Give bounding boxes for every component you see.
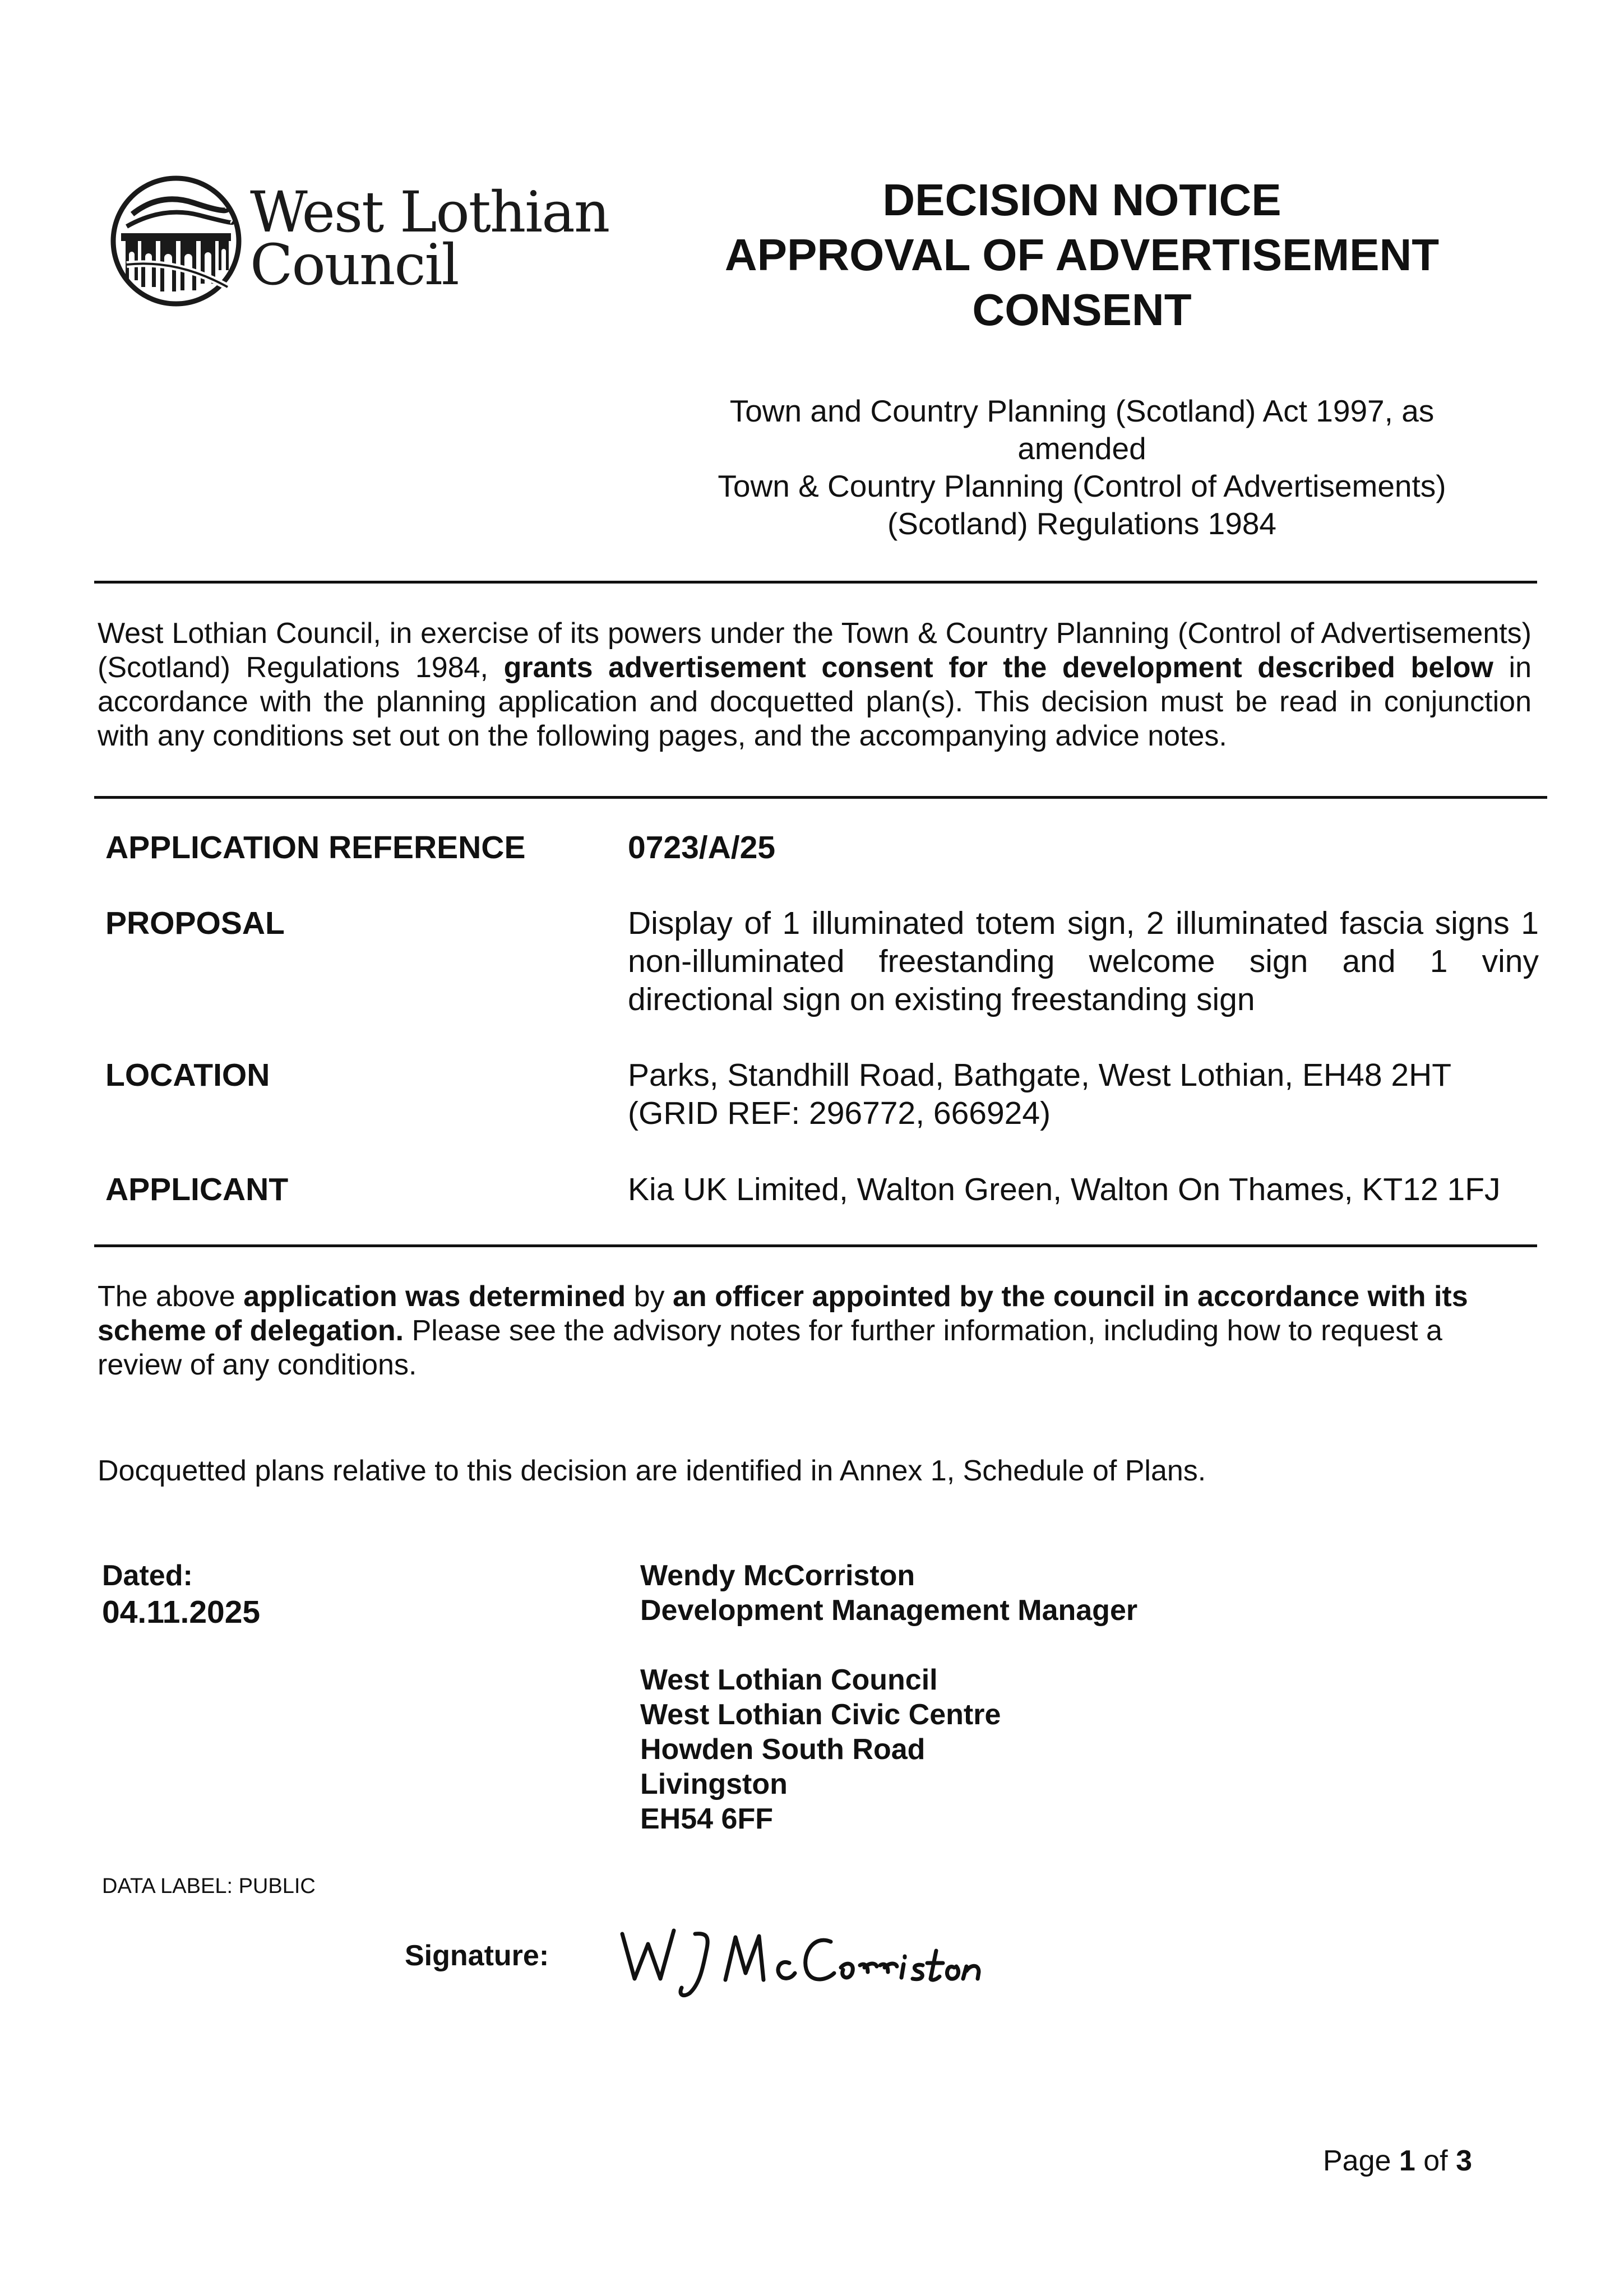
docquetted-plans-note: Docquetted plans relative to this decision are identified in Annex 1, Schedule of Plans. (98, 1455, 1206, 1487)
council-logo (110, 175, 609, 309)
acts-line-4: (Scotland) Regulations 1984 (887, 506, 1277, 541)
applicant-label: APPLICANT (105, 1172, 289, 1207)
determination-text-2: by (626, 1280, 673, 1313)
location-address: Parks, Standhill Road, Bathgate, West Lothian, EH48 2HT (628, 1057, 1452, 1093)
address-line-3: Howden South Road (640, 1733, 926, 1766)
signatory-block (640, 1558, 1137, 1628)
signatory-name: Wendy McCorriston (640, 1559, 915, 1592)
determination-bold-2: an officer appointed by the council in accordance with its scheme of delegation. (98, 1280, 1468, 1347)
determination-paragraph (98, 1280, 1532, 1382)
council-address (640, 1663, 1001, 1836)
application-reference-value: 0723/A/25 (628, 830, 776, 865)
proposal-label: PROPOSAL (105, 905, 285, 941)
dated-value: 04.11.2025 (102, 1594, 261, 1630)
intro-paragraph (98, 617, 1532, 753)
determination-text-3: Please see the advisory notes for further information, including how to request a review of any conditions. (98, 1314, 1442, 1381)
page-total: 3 (1456, 2145, 1472, 2177)
signature-label: Signature: (405, 1939, 549, 1972)
data-classification-label: DATA LABEL: PUBLIC (102, 1874, 316, 1898)
location-label: LOCATION (105, 1057, 270, 1093)
dated-label: Dated: (102, 1559, 193, 1592)
page-prefix: Page (1323, 2145, 1399, 2177)
divider-details-top (94, 796, 1547, 799)
application-reference-label: APPLICATION REFERENCE (105, 830, 526, 865)
intro-text-1: West Lothian Council, in exercise of its powers under the Town & Country Planning (Control of Advertisements) (Scotland) Regulations 1984, (98, 617, 1532, 684)
logo-text-line1: West Lothian (250, 179, 609, 245)
address-line-2: West Lothian Civic Centre (640, 1698, 1001, 1731)
page-current: 1 (1399, 2145, 1415, 2177)
page-of: of (1415, 2145, 1456, 2177)
acts-line-1: Town and Country Planning (Scotland) Act 1997, as (729, 394, 1435, 428)
title-line-1: DECISION NOTICE (882, 175, 1281, 225)
page-number (1323, 2144, 1472, 2178)
title-line-3: CONSENT (972, 285, 1192, 335)
location-grid-ref: (GRID REF: 296772, 666924) (628, 1095, 1051, 1131)
document-title (661, 173, 1502, 337)
divider-top (94, 581, 1537, 584)
determination-bold-1: application was determined (243, 1280, 626, 1313)
divider-details-bottom (94, 1244, 1537, 1247)
acts-line-2: amended (1017, 431, 1146, 466)
title-line-2: APPROVAL OF ADVERTISEMENT (724, 230, 1440, 280)
logo-text-line2: Council (250, 232, 459, 298)
viaduct-emblem-icon (110, 175, 242, 307)
signatory-role: Development Management Manager (640, 1594, 1138, 1627)
applicant-value: Kia UK Limited, Walton Green, Walton On Thames, KT12 1FJ (628, 1172, 1501, 1207)
intro-text-2: in accordance with the planning application and docquetted plan(s). This decision must be read in conjunction with any conditions set out on the following pages, and the accompanying advice notes. (98, 651, 1532, 752)
address-line-4: Livingston (640, 1768, 788, 1800)
address-line-1: West Lothian Council (640, 1664, 938, 1696)
determination-text-1: The above (98, 1280, 244, 1313)
acts-line-3: Town & Country Planning (Control of Advertisements) (718, 469, 1446, 503)
handwritten-signature (611, 1911, 1015, 2001)
address-line-5: EH54 6FF (640, 1803, 773, 1835)
legislation-reference (661, 392, 1502, 543)
intro-text-bold: grants advertisement consent for the development described below (503, 651, 1493, 684)
location-value (628, 1056, 1539, 1132)
proposal-value: Display of 1 illuminated totem sign, 2 illuminated fascia signs 1 non-illuminated freestanding welcome sign and 1 viny directional sign on existing freestanding sign (628, 905, 1539, 1017)
